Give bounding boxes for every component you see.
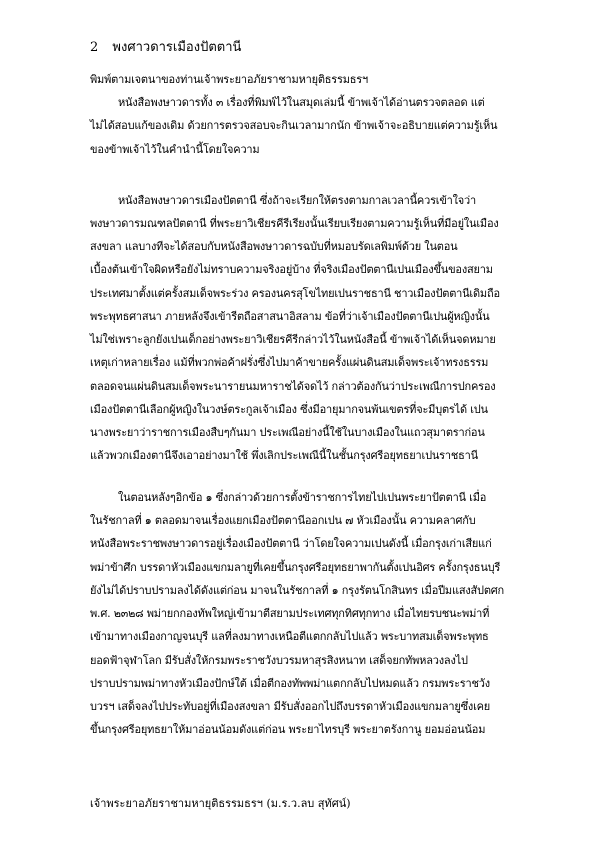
body-text-line: หนังสือพงษาวดารทั้ง ๓ เรื่องที่พิมพ์ไว้ในสมุดเล่มนี้ ข้าพเจ้าได้อ่านตรวจตลอด แต่ xyxy=(118,96,485,109)
body-text-line: เมืองปัตตานีเลือกผู้หญิงในวงษ์ตระกูลเจ้าเมือง ซึ่งมีอายุมากจนพ้นเขตรที่จะมีบุตรได้ เปน xyxy=(90,403,488,416)
body-text-line: ตลอดจนแผ่นดินสมเด็จพระนารายนมหาราชได้จดไว้ กล่าวต้องกันว่าประเพณีการปกครอง xyxy=(90,380,496,393)
body-text-line: หนังสือพงษาวดารเมืองปัตตานี ซึ่งถ้าจะเรียกให้ตรงตามกาลเวลานี้ควรเข้าใจว่า xyxy=(118,194,477,207)
body-text-line: สงขลา แลบางทีจะได้สอบกับหนังสือพงษาวดารฉบับที่หมอบรัดเลพิมพ์ด้วย ในตอน xyxy=(90,240,458,253)
running-title: พงศาวดารเมืองปัตตานี xyxy=(112,40,242,55)
body-text-line: เหตุเก่าหลายเรื่อง แม้ที่พวกพ่อค้าฝรั่งซึ่งไปมาค้าขายครั้งแผ่นดินสมเด็จพระเจ้าทรงธรรม xyxy=(90,356,489,369)
body-text-line: ไม่ได้สอบแก้ของเดิม ด้วยการตรวจสอบจะกินเวลามากนัก ข้าพเจ้าจะอธิบายแต่ความรู้เห็น xyxy=(90,119,498,132)
body-text-line: ประเทศมาตั้งแต่ครั้งสมเด็จพระร่วง ครองนครสุโขไทยเปนราชธานี ชาวเมืองปัตตานีเดิมถือ xyxy=(90,287,500,300)
body-text-line: นางพระยาว่าราชการเมืองสืบๆกันมา ประเพณีอย่างนี้ใช้ในบางเมืองในแถวสุมาตราก่อน xyxy=(90,426,485,439)
body-text-line: บวรฯ เสด็จลงไปประทับอยู่ที่เมืองสงขลา มีรับสั่งออกไปถึงบรรดาหัวเมืองแขกมลายูซึ่งเคย xyxy=(90,700,491,713)
page-header xyxy=(90,36,241,57)
body-text-line: พ.ศ. ๒๓๒๘ พม่ายกกองทัพใหญ่เข้ามาตีสยามประเทศทุกทิศทุกทาง เมื่อไทยรบชนะพม่าที่ xyxy=(90,607,490,620)
body-text-line: พงษาวดารมณฑลปัตตานี ที่พระยาวิเชียรคีรีเรียงนั้นเรียบเรียงตามความรู้เห็นที่มีอยู่ในเมือง xyxy=(90,217,499,230)
page-number: 2 xyxy=(90,40,99,55)
body-text-line: เบื้องต้นเข้าใจผิดหรือยังไม่ทราบความจริงอยู่บ้าง ที่จริงเมืองปัตตานีเปนเมืองขึ้นของสยาม xyxy=(90,263,493,276)
page-footer: เจ้าพระยาอภัยราชามหายุติธรรมธรฯ (ม.ร.ว.ลบ สุทัศน์) xyxy=(90,797,351,810)
body-text-line: ไม่ใช่เพราะลูกยังเปนเด็กอย่างพระยาวิเชียรคีรีกล่าวไว้ในหนังสือนี้ ข้าพเจ้าได้เห็นจดหมาย xyxy=(90,333,496,346)
body-text-line: ยอดฟ้าจุฬาโลก มีรับสั่งให้กรมพระราชวังบวรมหาสุรสิงหนาท เสด็จยกทัพหลวงลงไป xyxy=(90,654,468,667)
body-text-line: ในตอนหลังๆอิกข้อ ๑ ซึ่งกล่าวด้วยการตั้งข้าราชการไทยไปเปนพระยาปัตตานี เมื่อ xyxy=(118,491,487,504)
body-text-line: หนังสือพระราชพงษาวดารอยู่เรื่องเมืองปัตตานี ว่าโดยใจความเปนดังนี้ เมื่อกรุงเก่าเสียแก่ xyxy=(90,537,492,550)
body-text-line: พระพุทธศาสนา ภายหลังจึงเข้ารีตถือสาสนาอิสลาม ข้อที่ว่าเจ้าเมืองปัตตานีเปนผู้หญิงนั้น xyxy=(90,310,490,323)
body-text-line: พิมพ์ตามเจตนาของท่านเจ้าพระยาอภัยราชามหายุติธรรมธรฯ xyxy=(90,73,368,86)
body-text-line: ของข้าพเจ้าไว้ในคำนำนี้โดยใจความ xyxy=(90,143,260,156)
body-text-line: ในรัชกาลที่ ๑ ตลอดมาจนเรื่องแยกเมืองปัตตานีออกเปน ๗ หัวเมืองนั้น ความคลาศกับ xyxy=(90,514,476,527)
body-text-line: ยังไม่ได้ปราบปรามลงได้ดังแต่ก่อน มาจนในรัชกาลที่ ๑ กรุงรัตนโกสินทร เมื่อปีมแสงสัปตศก xyxy=(90,584,504,597)
body-text-line: แล้วพวกเมืองตานีจึงเอาอย่างมาใช้ พึ่งเลิกประเพณีนี้ในชั้นกรุงศรีอยุทธยาเปนราชธานี xyxy=(90,449,478,462)
body-text-line: พม่าข้าศึก บรรดาหัวเมืองแขกมลายูที่เคยขึ้นกรุงศรีอยุทธยาพากันตั้งเปนอิศร ครั้งกรุงธนบุรี xyxy=(90,561,501,574)
body-text-line: ปราบปรามพม่าทางหัวเมืองปักษ์ใต้ เมื่อตีกองทัพพม่าแตกกลับไปหมดแล้ว กรมพระราชวัง xyxy=(90,677,490,690)
body-text-line: เข้ามาทางเมืองกาญจนบุรี แลที่ลงมาทางเหนือตีแตกกลับไปแล้ว พระบาทสมเด็จพระพุทธ xyxy=(90,630,489,643)
body-text-line: ขึ้นกรุงศรีอยุทธยาให้มาอ่อนน้อมดังแต่ก่อน พระยาไทรบุรี พระยาตรังกานู ยอมอ่อนน้อม xyxy=(90,723,486,736)
